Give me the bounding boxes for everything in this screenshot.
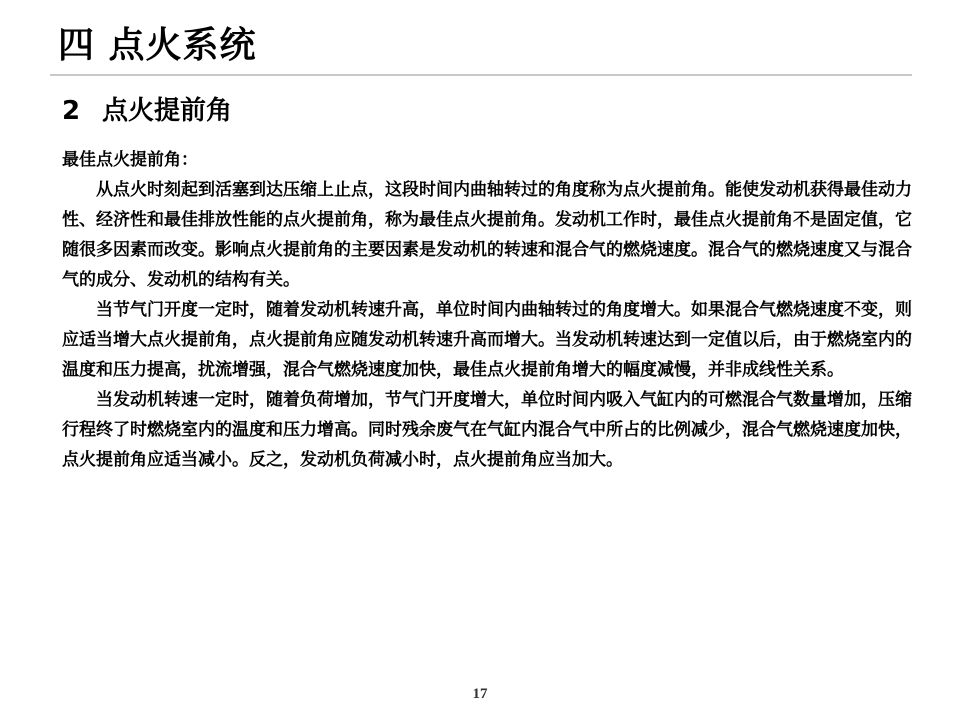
slide-title: 四 点火系统	[58, 25, 257, 66]
section-title: 点火提前角	[102, 96, 233, 126]
page-number: 17	[472, 686, 488, 702]
section-heading	[62, 93, 232, 129]
title-divider	[50, 74, 912, 76]
paragraph-2: 当节气门开度一定时，随着发动机转速升高，单位时间内曲轴转过的角度增大。如果混合气燃烧速度不变，则应适当增大点火提前角，点火提前角应随发动机转速升高而增大。当发动机转速达到一定值以后，由于燃烧室内的温度和压力提高，扰流增强，混合气燃烧速度加快，最佳点火提前角增大的幅度减慢，并非成线性关系。	[62, 300, 912, 380]
paragraph-3: 当发动机转速一定时，随着负荷增加，节气门开度增大，单位时间内吸入气缸内的可燃混合气数量增加，压缩行程终了时燃烧室内的温度和压力增高。同时残余废气在气缸内混合气中所占的比例减少，混合气燃烧速度加快，点火提前角应适当减小。反之，发动机负荷减小时，点火提前角应当加大。	[62, 390, 912, 470]
paragraph-1: 从点火时刻起到活塞到达压缩上止点，这段时间内曲轴转过的角度称为点火提前角。能使发动机获得最佳动力性、经济性和最佳排放性能的点火提前角，称为最佳点火提前角。发动机工作时，最佳点火提前角不是固定值，它随很多因素而改变。影响点火提前角的主要因素是发动机的转速和混合气的燃烧速度。混合气的燃烧速度又与混合气的成分、发动机的结构有关。	[62, 180, 912, 290]
definition-label: 最佳点火提前角：	[62, 150, 198, 170]
section-number: 2	[62, 96, 81, 126]
content-body	[62, 145, 912, 475]
